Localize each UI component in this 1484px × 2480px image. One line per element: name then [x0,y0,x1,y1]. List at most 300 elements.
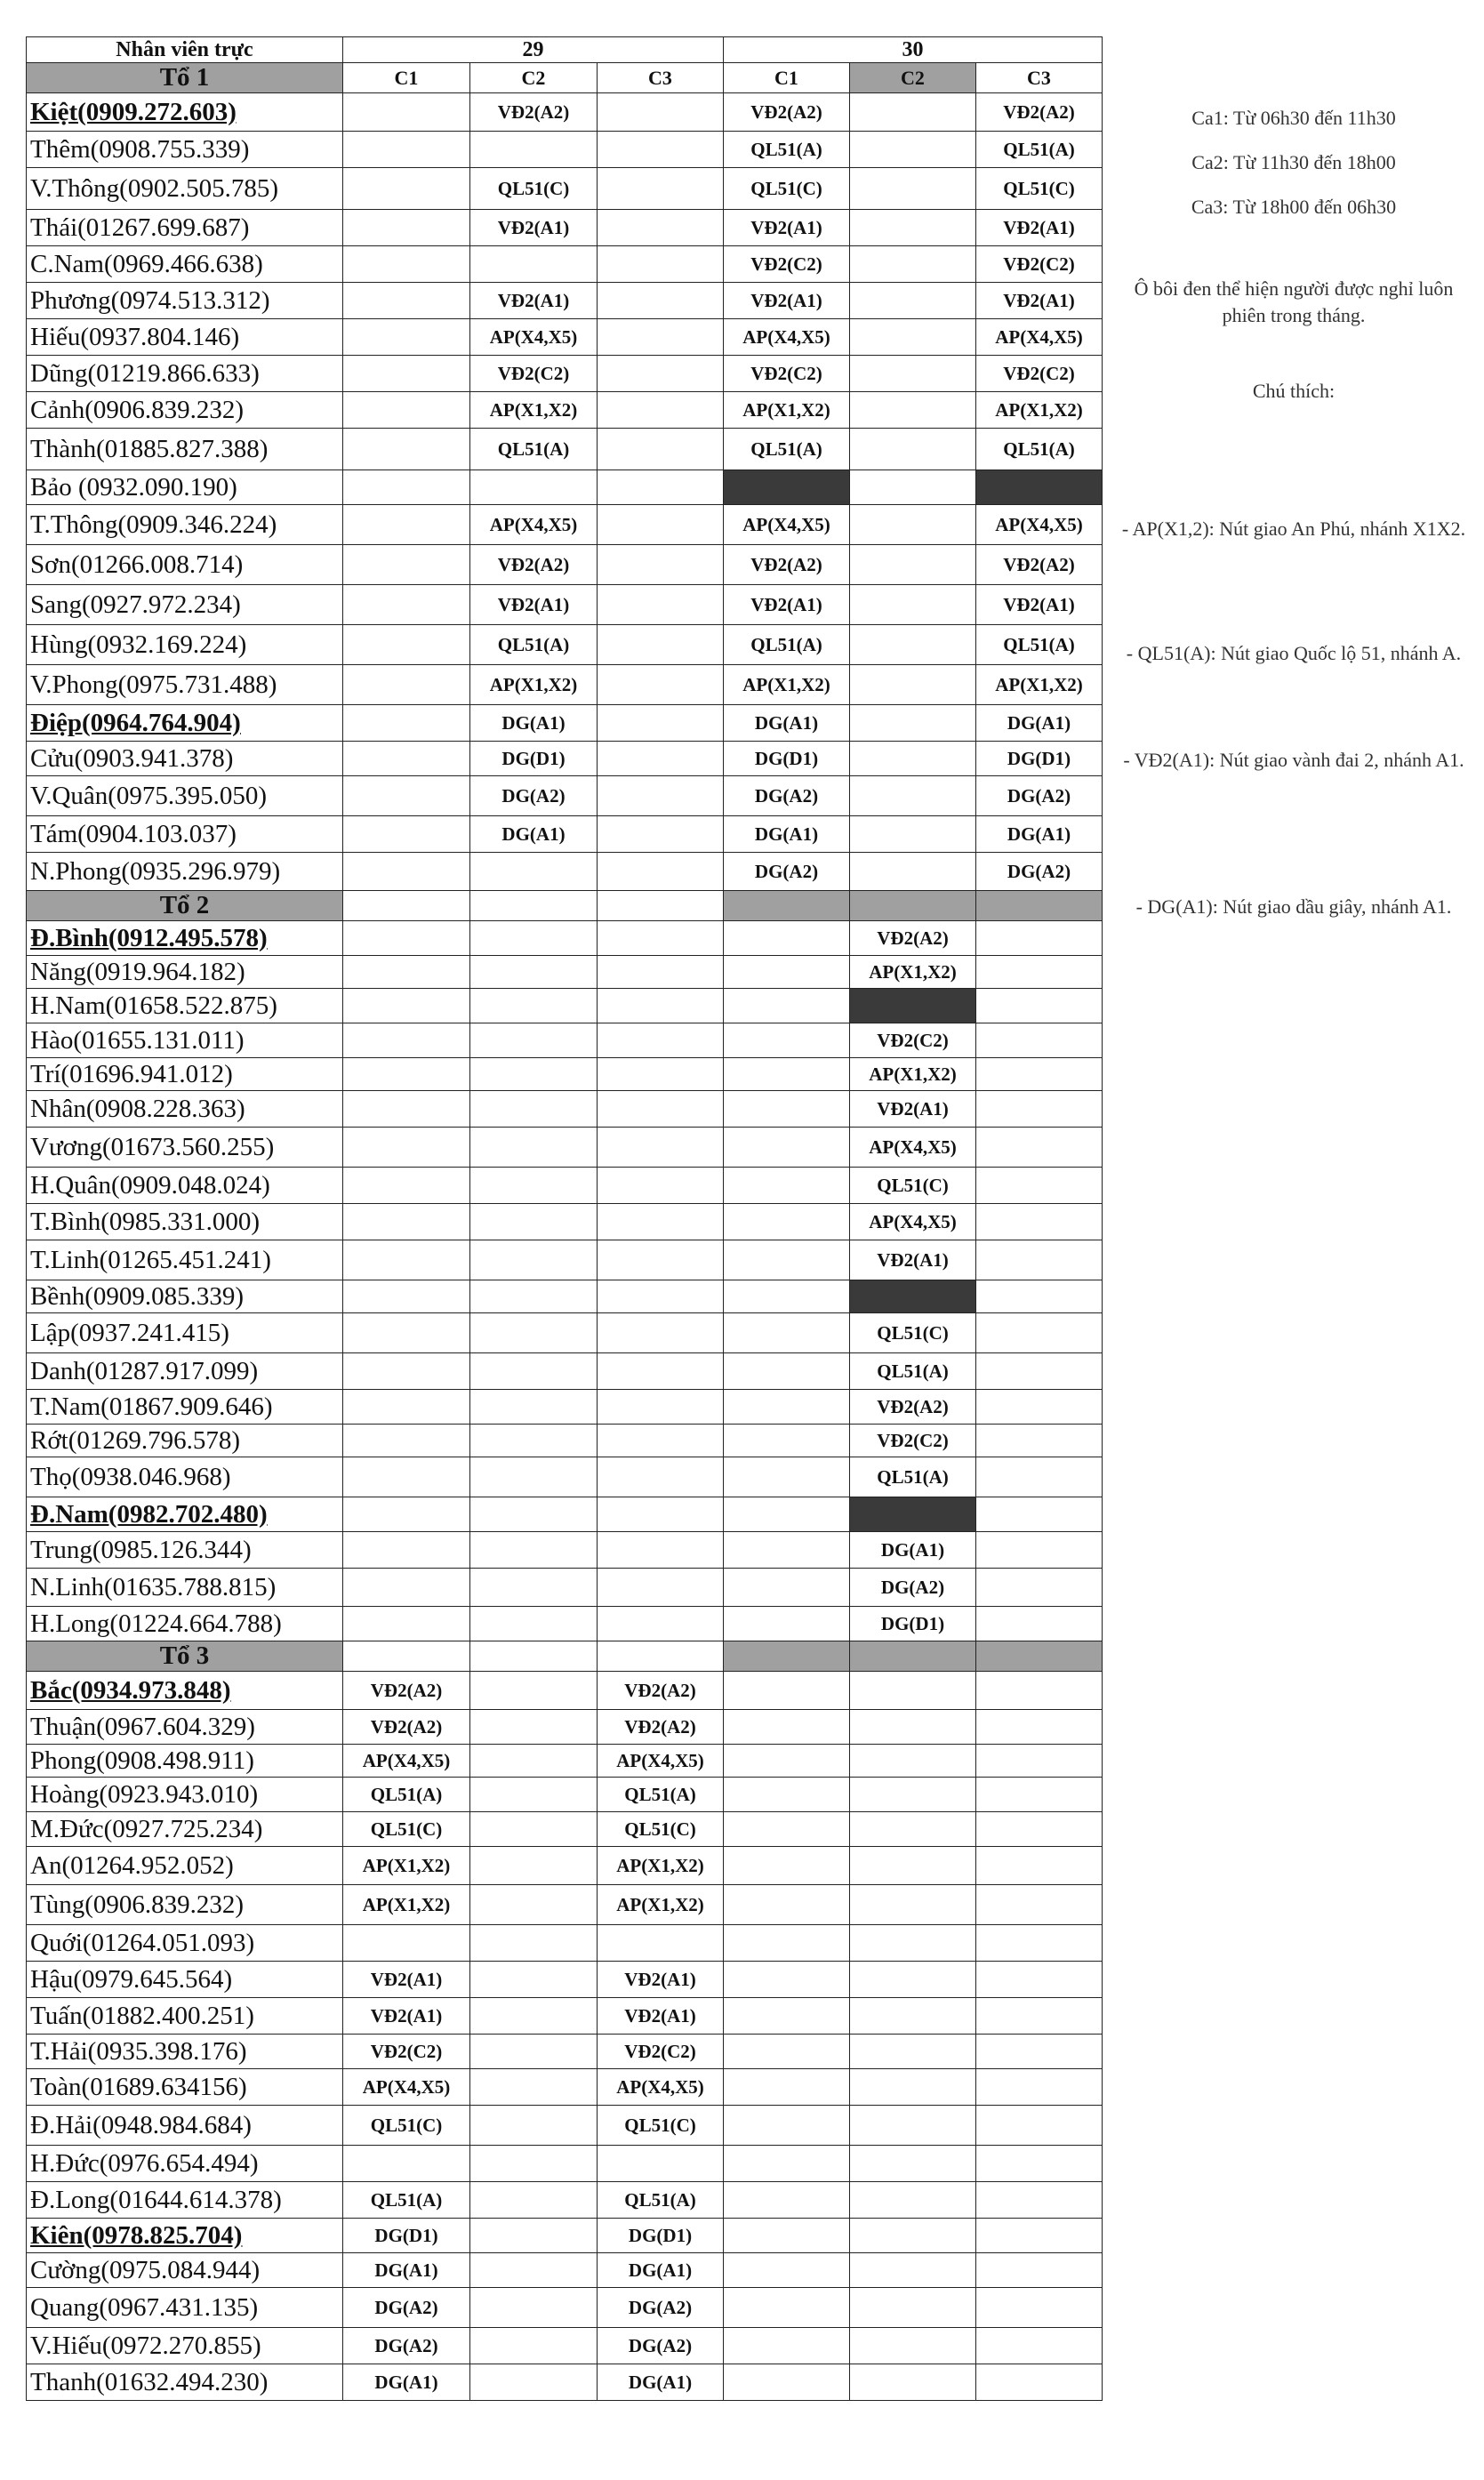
assignment-cell: VĐ2(A1) [343,1962,470,1998]
assignment-cell: QL51(C) [598,1812,724,1847]
assignment-cell: QL51(A) [598,2182,724,2219]
assignment-cell: DG(D1) [724,742,850,776]
assignment-cell [470,2106,598,2146]
assignment-cell [343,1425,470,1457]
assignment-cell [976,1128,1103,1168]
staff-row [27,625,1103,665]
assignment-cell: DG(A2) [598,2328,724,2364]
assignment-cell [343,1091,470,1128]
staff-row [27,283,1103,319]
assignment-cell [598,1168,724,1204]
staff-row [27,93,1103,132]
staff-name: Cảnh(0906.839.232) [27,392,343,429]
assignment-cell [470,921,598,956]
assignment-cell [850,2364,976,2401]
assignment-cell [343,816,470,853]
assignment-cell [470,1847,598,1885]
assignment-cell: DG(A2) [343,2288,470,2328]
assignment-cell [850,742,976,776]
assignment-cell [343,1925,470,1962]
assignment-cell [976,1280,1103,1313]
assignment-cell: QL51(A) [724,625,850,665]
assignment-cell [343,132,470,168]
shift-3-note: Ca3: Từ 18h00 đến 06h30 [1191,196,1397,218]
assignment-cell [598,1313,724,1353]
staff-name: Đ.Nam(0982.702.480) [27,1497,343,1532]
assignment-cell [850,1672,976,1710]
duty-roster-table [26,36,1103,2401]
assignment-cell [598,505,724,545]
staff-name: T.Thông(0909.346.224) [27,505,343,545]
assignment-cell [470,2253,598,2288]
assignment-cell [850,1925,976,1962]
assignment-cell [598,1058,724,1091]
assignment-cell [343,1569,470,1607]
staff-name: Sang(0927.972.234) [27,585,343,625]
assignment-cell [598,283,724,319]
staff-name: C.Nam(0969.466.638) [27,246,343,283]
assignment-cell: VĐ2(C2) [470,356,598,392]
staff-name: T.Linh(01265.451.241) [27,1240,343,1280]
assignment-cell [470,989,598,1023]
staff-name: H.Quân(0909.048.024) [27,1168,343,1204]
staff-row [27,1569,1103,1607]
assignment-cell [598,1023,724,1058]
assignment-cell [850,470,976,505]
assignment-cell [724,2253,850,2288]
assignment-cell [470,1425,598,1457]
assignment-cell: VĐ2(C2) [724,356,850,392]
assignment-cell [470,1023,598,1058]
team-header-cell [598,891,724,921]
staff-name: H.Long(01224.664.788) [27,1607,343,1641]
assignment-cell [343,505,470,545]
assignment-cell [976,1023,1103,1058]
assignment-cell: VĐ2(A1) [850,1240,976,1280]
day-off-cell [976,470,1103,505]
assignment-cell [598,1497,724,1532]
assignment-cell: VĐ2(A1) [724,283,850,319]
staff-row [27,1240,1103,1280]
assignment-cell [976,1532,1103,1569]
assignment-cell [343,1240,470,1280]
assignment-cell: AP(X1,X2) [724,392,850,429]
assignment-cell: DG(A1) [470,816,598,853]
assignment-cell [724,1812,850,1847]
staff-row [27,1091,1103,1128]
assignment-cell: VĐ2(A1) [470,210,598,246]
assignment-cell: DG(A2) [850,1569,976,1607]
assignment-cell [724,2364,850,2401]
assignment-cell: QL51(C) [598,2106,724,2146]
assignment-cell [724,956,850,989]
assignment-cell: QL51(A) [976,132,1103,168]
assignment-cell: AP(X1,X2) [598,1885,724,1925]
assignment-cell [598,1240,724,1280]
assignment-cell [724,1280,850,1313]
staff-name: Bềnh(0909.085.339) [27,1280,343,1313]
staff-name: H.Đức(0976.654.494) [27,2146,343,2182]
assignment-cell [724,1497,850,1532]
staff-name: Lập(0937.241.415) [27,1313,343,1353]
assignment-cell [976,1885,1103,1925]
assignment-cell [343,93,470,132]
assignment-cell: VĐ2(C2) [343,2035,470,2069]
staff-row [27,2106,1103,2146]
assignment-cell [724,1710,850,1745]
assignment-cell [598,356,724,392]
assignment-cell [850,1847,976,1885]
assignment-cell [850,816,976,853]
assignment-cell [470,1390,598,1425]
legend-title: Chú thích: [1252,380,1336,402]
assignment-cell [976,2328,1103,2364]
assignment-cell: DG(A1) [470,705,598,742]
assignment-cell [850,545,976,585]
assignment-cell [343,392,470,429]
staff-row [27,132,1103,168]
assignment-cell [724,2328,850,2364]
staff-row [27,1962,1103,1998]
assignment-cell [470,1569,598,1607]
assignment-cell [724,1998,850,2035]
assignment-cell [470,1745,598,1778]
assignment-cell [470,2146,598,2182]
assignment-cell [850,319,976,356]
assignment-cell [850,2146,976,2182]
staff-name: Đ.Hải(0948.984.684) [27,2106,343,2146]
assignment-cell [598,2146,724,2182]
staff-name: V.Quân(0975.395.050) [27,776,343,816]
assignment-cell: DG(A1) [598,2364,724,2401]
team-name: Tổ 1 [27,63,343,93]
staff-name: Đ.Long(01644.614.378) [27,2182,343,2219]
staff-name: Tám(0904.103.037) [27,816,343,853]
staff-name: An(01264.952.052) [27,1847,343,1885]
staff-row [27,1847,1103,1885]
assignment-cell [343,1204,470,1240]
assignment-cell [724,1128,850,1168]
assignment-cell: VĐ2(C2) [850,1425,976,1457]
assignment-cell: QL51(A) [598,1778,724,1812]
staff-name: Toàn(01689.634156) [27,2069,343,2106]
assignment-cell: DG(D1) [598,2219,724,2253]
assignment-cell [598,989,724,1023]
assignment-cell [598,210,724,246]
assignment-cell [343,625,470,665]
assignment-cell [976,1962,1103,1998]
day-off-cell [724,470,850,505]
staff-name: N.Linh(01635.788.815) [27,1569,343,1607]
staff-name: Tùng(0906.839.232) [27,1885,343,1925]
assignment-cell [598,742,724,776]
assignment-cell: DG(D1) [343,2219,470,2253]
assignment-cell [976,956,1103,989]
staff-row [27,210,1103,246]
assignment-cell: VĐ2(A1) [850,1091,976,1128]
assignment-cell [343,665,470,705]
staff-row [27,2069,1103,2106]
assignment-cell [976,989,1103,1023]
assignment-cell: DG(A1) [343,2253,470,2288]
assignment-cell [850,210,976,246]
staff-row [27,1204,1103,1240]
assignment-cell [850,625,976,665]
staff-row [27,2182,1103,2219]
assignment-cell [470,2328,598,2364]
assignment-cell [598,93,724,132]
staff-name: Danh(01287.917.099) [27,1353,343,1390]
staff-row [27,2219,1103,2253]
assignment-cell [470,470,598,505]
assignment-cell: DG(D1) [976,742,1103,776]
assignment-cell [598,625,724,665]
assignment-cell [850,2219,976,2253]
assignment-cell [850,1812,976,1847]
assignment-cell [343,853,470,891]
assignment-cell [470,1885,598,1925]
assignment-cell [470,2182,598,2219]
assignment-cell [850,392,976,429]
assignment-cell [724,2035,850,2069]
assignment-cell: VĐ2(A2) [976,545,1103,585]
assignment-cell [598,1353,724,1390]
assignment-cell: DG(A1) [724,816,850,853]
assignment-cell: VĐ2(A2) [850,1390,976,1425]
staff-row [27,1128,1103,1168]
assignment-cell: AP(X4,X5) [598,2069,724,2106]
header-row-days [27,37,1103,63]
assignment-cell [343,956,470,989]
assignment-cell: VĐ2(A2) [850,921,976,956]
assignment-cell [976,2035,1103,2069]
staff-row [27,1023,1103,1058]
staff-row [27,921,1103,956]
team-header-cell [343,891,470,921]
assignment-cell: DG(A2) [343,2328,470,2364]
assignment-cell [598,1390,724,1425]
assignment-cell [343,1457,470,1497]
assignment-cell: VĐ2(A1) [470,283,598,319]
staff-name: Đ.Bình(0912.495.578) [27,921,343,956]
assignment-cell: VĐ2(C2) [724,246,850,283]
assignment-cell: QL51(A) [850,1353,976,1390]
day-off-cell [850,1280,976,1313]
staff-name: V.Hiếu(0972.270.855) [27,2328,343,2364]
assignment-cell: VĐ2(A1) [724,210,850,246]
assignment-cell [850,1962,976,1998]
assignment-cell [343,545,470,585]
shift-1-note: Ca1: Từ 06h30 đến 11h30 [1191,107,1396,129]
assignment-cell [470,956,598,989]
assignment-cell [724,1091,850,1128]
assignment-cell [976,1778,1103,1812]
staff-row [27,470,1103,505]
staff-row [27,545,1103,585]
assignment-cell: AP(X4,X5) [598,1745,724,1778]
assignment-cell: QL51(C) [850,1313,976,1353]
staff-name: Quang(0967.431.135) [27,2288,343,2328]
assignment-cell [976,1925,1103,1962]
staff-name: Phương(0974.513.312) [27,283,343,319]
staff-name: Hào(01655.131.011) [27,1023,343,1058]
assignment-cell: DG(A1) [850,1532,976,1569]
assignment-cell: AP(X4,X5) [724,319,850,356]
assignment-cell [976,2288,1103,2328]
assignment-cell [470,2364,598,2401]
assignment-cell [598,132,724,168]
assignment-cell [470,1998,598,2035]
staff-name: Thêm(0908.755.339) [27,132,343,168]
staff-name: T.Nam(01867.909.646) [27,1390,343,1425]
assignment-cell [976,1998,1103,2035]
assignment-cell: AP(X4,X5) [976,505,1103,545]
assignment-cell [850,1710,976,1745]
assignment-cell: AP(X1,X2) [470,665,598,705]
assignment-cell [343,1023,470,1058]
assignment-cell: AP(X4,X5) [724,505,850,545]
staff-name: T.Bình(0985.331.000) [27,1204,343,1240]
assignment-cell [724,1204,850,1240]
assignment-cell [976,1710,1103,1745]
staff-name: Sơn(01266.008.714) [27,545,343,585]
assignment-cell [470,1812,598,1847]
staff-row [27,2146,1103,2182]
assignment-cell [850,2182,976,2219]
assignment-cell: VĐ2(A2) [976,93,1103,132]
assignment-cell [850,505,976,545]
assignment-cell: DG(A2) [598,2288,724,2328]
assignment-cell [470,853,598,891]
team-name: Tổ 2 [27,891,343,921]
assignment-cell [598,545,724,585]
assignment-cell [850,2288,976,2328]
staff-row [27,168,1103,210]
assignment-cell: VĐ2(A1) [976,210,1103,246]
assignment-cell [850,93,976,132]
assignment-cell [724,1778,850,1812]
team-header-cell [976,891,1103,921]
assignment-cell: VĐ2(C2) [976,246,1103,283]
assignment-cell: QL51(A) [976,429,1103,470]
assignment-cell: VĐ2(A2) [598,1672,724,1710]
assignment-cell: AP(X4,X5) [470,319,598,356]
team-header-cell [470,1641,598,1672]
staff-row [27,1998,1103,2035]
assignment-cell [343,705,470,742]
assignment-cell [850,585,976,625]
staff-name: V.Phong(0975.731.488) [27,665,343,705]
assignment-cell: VĐ2(A1) [976,585,1103,625]
assignment-cell [470,132,598,168]
assignment-cell: AP(X4,X5) [343,1745,470,1778]
staff-row [27,1925,1103,1962]
assignment-cell [976,1313,1103,1353]
assignment-cell [724,1168,850,1204]
staff-row [27,246,1103,283]
assignment-cell [470,1497,598,1532]
assignment-cell [724,1569,850,1607]
staff-name: Kiên(0978.825.704) [27,2219,343,2253]
staff-row [27,356,1103,392]
staff-row [27,505,1103,545]
assignment-cell [470,1962,598,1998]
team-header-cell [724,1641,850,1672]
assignment-cell [343,1313,470,1353]
assignment-cell [598,585,724,625]
assignment-cell [343,1532,470,1569]
assignment-cell: VĐ2(A2) [343,1710,470,1745]
assignment-cell [598,1091,724,1128]
assignment-cell [976,921,1103,956]
assignment-cell [850,132,976,168]
staff-row [27,319,1103,356]
staff-row [27,2253,1103,2288]
staff-row [27,853,1103,891]
assignment-cell [470,1204,598,1240]
day-off-cell [850,989,976,1023]
assignment-cell: AP(X4,X5) [343,2069,470,2106]
staff-row [27,1390,1103,1425]
assignment-cell: DG(A1) [598,2253,724,2288]
assignment-cell [976,1497,1103,1532]
assignment-cell [724,1962,850,1998]
staff-row [27,1885,1103,1925]
assignment-cell: VĐ2(A2) [724,545,850,585]
assignment-cell [850,356,976,392]
assignment-cell: DG(A2) [976,776,1103,816]
staff-name: Hoàng(0923.943.010) [27,1778,343,1812]
assignment-cell [976,2146,1103,2182]
assignment-cell: AP(X1,X2) [343,1847,470,1885]
staff-row [27,1280,1103,1313]
assignment-cell [470,2288,598,2328]
staff-name: Cường(0975.084.944) [27,2253,343,2288]
assignment-cell [343,429,470,470]
assignment-cell [343,470,470,505]
assignment-cell [470,1091,598,1128]
staff-name: Trí(01696.941.012) [27,1058,343,1091]
assignment-cell: AP(X1,X2) [850,956,976,989]
staff-row [27,1425,1103,1457]
shift-header-cell: C2 [470,63,598,93]
assignment-cell [850,2035,976,2069]
assignment-cell [470,1672,598,1710]
assignment-cell: AP(X1,X2) [598,1847,724,1885]
assignment-cell: VĐ2(C2) [976,356,1103,392]
staff-name: Hùng(0932.169.224) [27,625,343,665]
staff-row [27,665,1103,705]
legend-item-ql51: - QL51(A): Nút giao Quốc lộ 51, nhánh A. [1126,642,1462,664]
assignment-cell [724,1240,850,1280]
assignment-cell [343,210,470,246]
staff-row [27,1672,1103,1710]
assignment-cell [724,1058,850,1091]
staff-name: Tuấn(01882.400.251) [27,1998,343,2035]
assignment-cell [470,1280,598,1313]
assignment-cell: QL51(A) [850,1457,976,1497]
legend-item-vd2: - VĐ2(A1): Nút giao vành đai 2, nhánh A1. [1123,749,1464,771]
assignment-cell [976,2219,1103,2253]
assignment-cell [598,1925,724,1962]
assignment-cell [724,1353,850,1390]
assignment-cell [470,2035,598,2069]
team-header-row [27,891,1103,921]
assignment-cell: VĐ2(A1) [343,1998,470,2035]
staff-name: Thanh(01632.494.230) [27,2364,343,2401]
assignment-cell [343,1607,470,1641]
assignment-cell [598,816,724,853]
